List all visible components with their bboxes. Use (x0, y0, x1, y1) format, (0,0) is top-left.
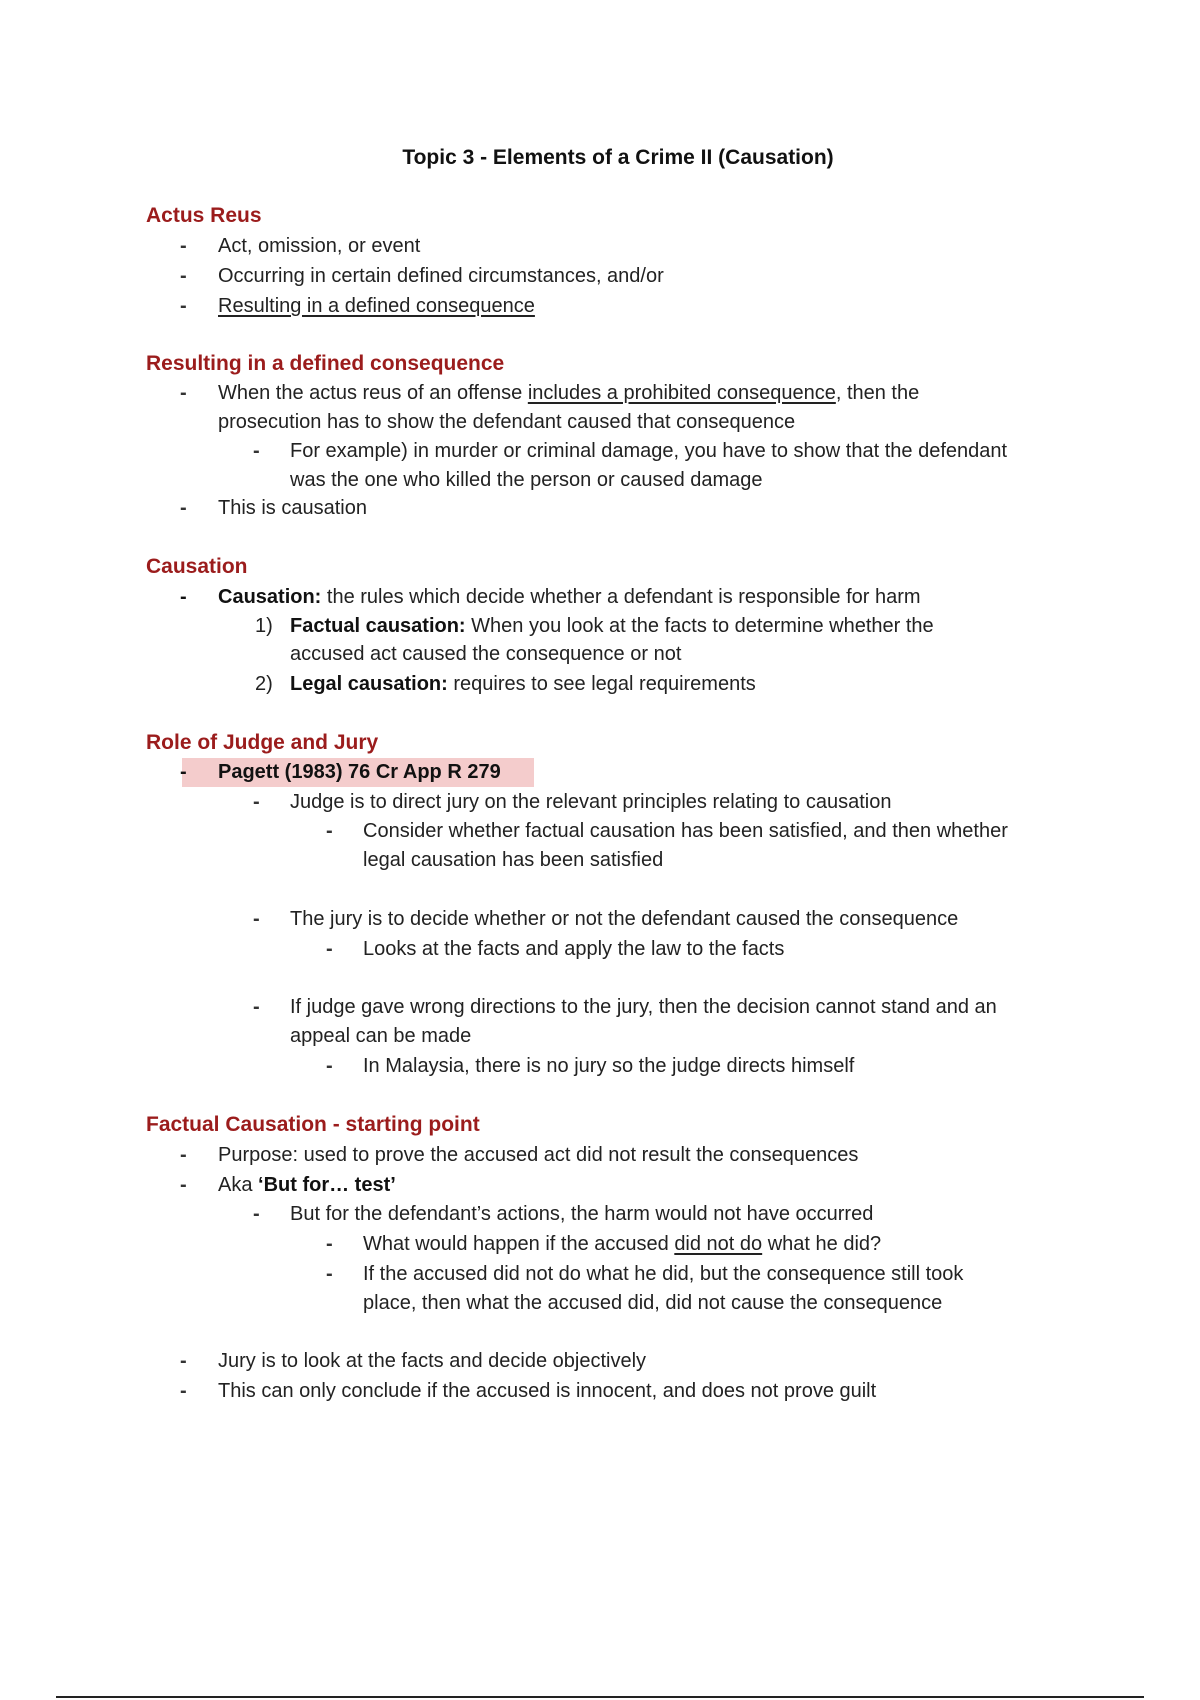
numbered-item-continuation: accused act caused the consequence or not (290, 643, 682, 665)
underlined-phrase: did not do (674, 1233, 763, 1255)
case-citation: Pagett (1983) 76 Cr App R 279 (218, 761, 501, 783)
list-item: Occurring in certain defined circumstances, and/or (218, 265, 664, 287)
sub-list-item: But for the defendant’s actions, the harm would not have occurred (290, 1203, 874, 1225)
sub-list-item: Judge is to direct jury on the relevant principles relating to causation (290, 791, 892, 813)
bullet: - (180, 586, 187, 608)
sub-list-item: If judge gave wrong directions to the jury, then the decision cannot stand and an (290, 996, 997, 1018)
list-item: This can only conclude if the accused is innocent, and does not prove guilt (218, 1380, 877, 1402)
list-item-continuation: prosecution has to show the defendant caused that consequence (218, 411, 796, 433)
sub-sub-list-item: If the accused did not do what he did, but the consequence still took (363, 1263, 964, 1285)
bullet: - (180, 265, 187, 287)
sub-list-item-continuation: was the one who killed the person or caused damage (290, 469, 763, 491)
term: Legal causation: (290, 673, 448, 695)
sub-sub-list-item: Consider whether factual causation has been satisfied, and then whether (363, 820, 1008, 842)
sub-sub-list-item: In Malaysia, there is no jury so the judge directs himself (363, 1055, 855, 1077)
bullet: - (180, 382, 187, 404)
bullet: - (253, 908, 260, 930)
text-run: Aka (218, 1174, 259, 1196)
text-run: , then the (835, 382, 920, 404)
bullet: - (253, 440, 260, 462)
list-number: 1) (255, 615, 273, 637)
page-divider (56, 1696, 1144, 1698)
definition-text: the rules which decide whether a defendant is responsible for harm (321, 586, 921, 608)
bullet: - (180, 1380, 187, 1402)
sub-sub-list-item-continuation: place, then what the accused did, did not cause the consequence (363, 1292, 943, 1314)
list-item (218, 1171, 396, 1199)
sub-list-item: For example) in murder or criminal damage, you have to show that the defendant (290, 440, 1008, 462)
bullet: - (180, 1144, 187, 1166)
bullet: - (326, 1233, 333, 1255)
bullet: - (253, 996, 260, 1018)
term-text: When you look at the facts to determine whether the (465, 615, 934, 637)
list-item: Jury is to look at the facts and decide objectively (218, 1350, 647, 1372)
definition (218, 583, 921, 611)
bullet: - (253, 1203, 260, 1225)
heading-resulting: Resulting in a defined consequence (146, 352, 505, 375)
bullet: - (180, 497, 187, 519)
bullet: - (180, 1350, 187, 1372)
list-item (218, 379, 919, 407)
bullet: - (326, 1055, 333, 1077)
bullet: - (253, 791, 260, 813)
sub-sub-list-item: Looks at the facts and apply the law to the facts (363, 938, 785, 960)
bullet: - (180, 295, 187, 317)
heading-actus-reus: Actus Reus (146, 204, 262, 227)
text-run: What would happen if the accused (363, 1233, 675, 1255)
definition-term: Causation: (218, 586, 322, 608)
text-run: what he did? (762, 1233, 882, 1255)
sub-list-item-continuation: appeal can be made (290, 1025, 472, 1047)
bullet: - (180, 1174, 187, 1196)
heading-factual-causation: Factual Causation - starting point (146, 1113, 480, 1136)
bullet: - (326, 1263, 333, 1285)
page-title: Topic 3 - Elements of a Crime II (Causation) (402, 146, 834, 169)
term: Factual causation: (290, 615, 466, 637)
heading-role: Role of Judge and Jury (146, 731, 379, 754)
list-item: Purpose: used to prove the accused act did not result the consequences (218, 1144, 859, 1166)
numbered-item (290, 612, 934, 640)
underlined-phrase: includes a prohibited consequence (527, 382, 836, 404)
heading-causation: Causation (146, 555, 248, 578)
sub-sub-list-item-continuation: legal causation has been satisfied (363, 849, 664, 871)
list-item: Act, omission, or event (218, 235, 421, 257)
bullet: - (180, 761, 187, 783)
term-text: requires to see legal requirements (447, 673, 756, 695)
list-item-underlined: Resulting in a defined consequence (218, 295, 535, 317)
bullet: - (326, 938, 333, 960)
bullet: - (180, 235, 187, 257)
list-number: 2) (255, 673, 273, 695)
sub-sub-list-item (363, 1230, 881, 1258)
list-item: This is causation (218, 497, 367, 519)
sub-list-item: The jury is to decide whether or not the defendant caused the consequence (290, 908, 959, 930)
text-run: When the actus reus of an offense (218, 382, 528, 404)
numbered-item (290, 670, 756, 698)
bullet: - (326, 820, 333, 842)
test-name: ‘But for… test’ (258, 1174, 396, 1196)
